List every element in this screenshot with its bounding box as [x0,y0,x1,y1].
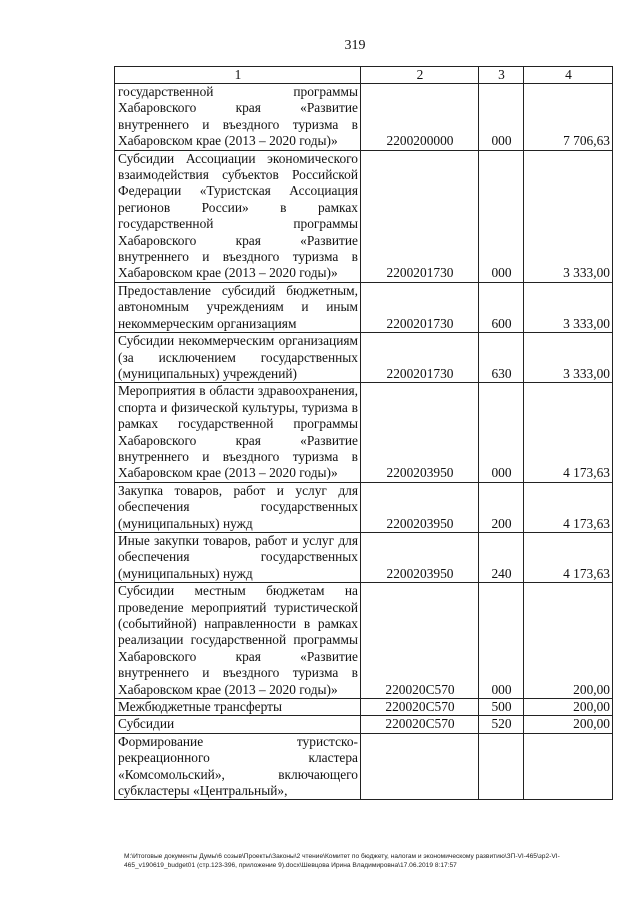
row-expense-type [479,733,524,800]
row-name: Субсидии [115,716,361,733]
header-col-2: 2 [361,67,479,84]
row-expense-type: 000 [479,150,524,282]
table-row [115,150,613,282]
table-header-row [115,67,613,84]
header-col-4: 4 [524,67,613,84]
row-expense-type: 600 [479,282,524,332]
row-name: Межбюджетные трансферты [115,699,361,716]
row-sum [524,733,613,800]
table-row [115,333,613,383]
row-expense-type: 240 [479,532,524,582]
row-code: 2200203950 [361,383,479,482]
row-expense-type: 630 [479,333,524,383]
row-code: 220020С570 [361,583,479,699]
page-number: 319 [344,38,366,53]
row-expense-type: 000 [479,383,524,482]
row-code [361,733,479,800]
table-row [115,583,613,699]
row-name: Закупка товаров, работ и услуг для обеспечения государственных (муниципальных) нужд [115,482,361,532]
row-name: Субсидии местным бюджетам на проведение мероприятий туристической (событийной) направленности в рамках реализации государственной программы Хабаровского края «Развитие внутреннего и въездного туризма в Хабаровском крае (2013 – 2020 годы)» [115,583,361,699]
row-sum: 3 333,00 [524,333,613,383]
row-sum: 7 706,63 [524,84,613,151]
table-row [115,482,613,532]
row-name: государственной программы Хабаровского края «Развитие внутреннего и въездного туризма в Хабаровском крае (2013 – 2020 годы)» [115,84,361,151]
row-name: Субсидии некоммерческим организациям (за исключением государственных (муниципальных) учреждений) [115,333,361,383]
row-code: 2200200000 [361,84,479,151]
file-path-footer: M:\Итоговые документы Думы\6 созыв\Проекты\Законы\2 чтение\Комитет по бюджету, налогам и экономическому развитию\ЗП-VI-465\зр2-VI-465_v190619_budget01 (стр.123-396, приложение 9).docx\Шевцова Ирина Владимировна\17.06.2019 8:17:57 [124,853,560,869]
table-row [115,733,613,800]
row-name: Иные закупки товаров, работ и услуг для обеспечения государственных (муниципальных) нужд [115,532,361,582]
row-name: Предоставление субсидий бюджетным, автономным учреждениям и иным некоммерческим организациям [115,282,361,332]
row-code: 2200201730 [361,282,479,332]
row-sum: 200,00 [524,583,613,699]
row-expense-type: 500 [479,699,524,716]
row-expense-type: 000 [479,84,524,151]
row-expense-type: 200 [479,482,524,532]
row-code: 2200201730 [361,333,479,383]
budget-table [114,66,613,800]
row-sum: 4 173,63 [524,532,613,582]
row-sum: 200,00 [524,716,613,733]
row-sum: 200,00 [524,699,613,716]
row-sum: 4 173,63 [524,383,613,482]
row-name: Субсидии Ассоциации экономического взаимодействия субъектов Российской Федерации «Туристская Ассоциация регионов России» в рамках государственной программы Хабаровского края «Развитие внутреннего и въездного туризма в Хабаровском крае (2013 – 2020 годы)» [115,150,361,282]
table-row [115,716,613,733]
table-row [115,383,613,482]
header-col-3: 3 [479,67,524,84]
table-row [115,282,613,332]
table-row [115,84,613,151]
row-code: 2200201730 [361,150,479,282]
row-code: 220020С570 [361,699,479,716]
row-code: 2200203950 [361,532,479,582]
row-code: 2200203950 [361,482,479,532]
row-expense-type: 000 [479,583,524,699]
row-code: 220020С570 [361,716,479,733]
table-row [115,532,613,582]
row-expense-type: 520 [479,716,524,733]
row-sum: 3 333,00 [524,282,613,332]
row-sum: 4 173,63 [524,482,613,532]
row-name: Формирование туристско-рекреационного кластера «Комсомольский», включающего субкластеры «Центральный», [115,733,361,800]
table-row [115,699,613,716]
row-name: Мероприятия в области здравоохранения, спорта и физической культуры, туризма в рамках государственной программы Хабаровского края «Развитие внутреннего и въездного туризма в Хабаровском крае (2013 – 2020 годы)» [115,383,361,482]
row-sum: 3 333,00 [524,150,613,282]
header-col-1: 1 [115,67,361,84]
